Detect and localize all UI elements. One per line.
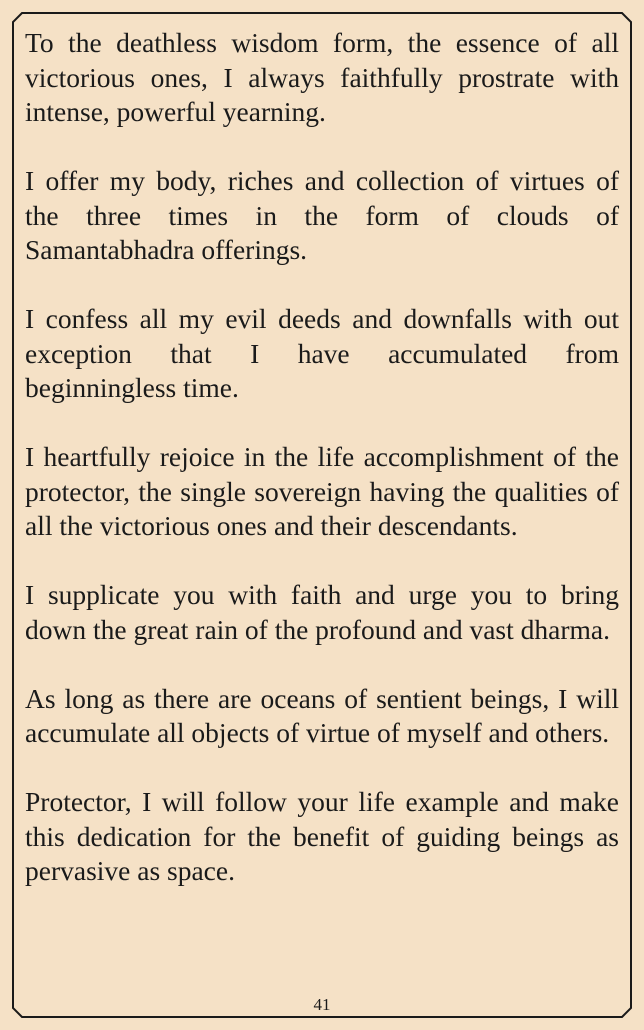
paragraph-supplication: I supplicate you with faith and urge you to bring down the great rain of the profound and vast dharma. [25, 579, 619, 645]
paragraph-offering: I offer my body, riches and collection of virtues of the three times in the form of clouds of Samantabhadra offerings. [25, 165, 619, 265]
paragraph-dedication: Protector, I will follow your life example and make this dedication for the benefit of guiding beings as pervasive as space. [25, 786, 619, 886]
paragraph-accumulation: As long as there are oceans of sentient beings, I will accumulate all objects of virtue of myself and others. [25, 682, 619, 748]
page-number: 41 [313, 995, 331, 1014]
paragraph-prostration: To the deathless wisdom form, the essence of all victorious ones, I always faithfully prostrate with intense, powerful yearning. [25, 27, 619, 127]
paragraph-confession: I confess all my evil deeds and downfalls with out exception that I have accumulated from beginningless time. [25, 303, 619, 403]
prayer-text [25, 26, 619, 889]
paragraph-rejoicing: I heartfully rejoice in the life accomplishment of the protector, the single sovereign having the qualities of all the victorious ones and their descendants. [25, 441, 619, 541]
